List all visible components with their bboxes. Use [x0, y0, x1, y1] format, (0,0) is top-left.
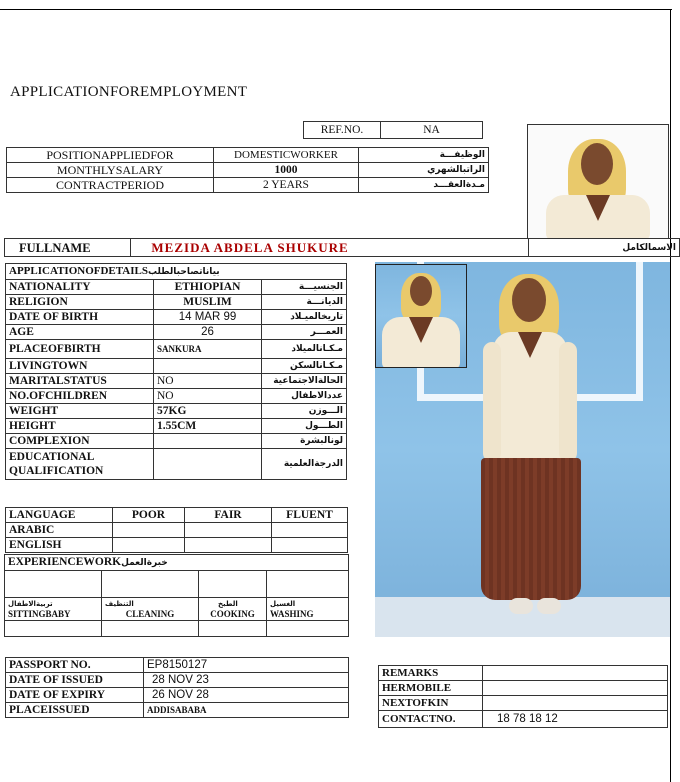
- language-cell: [272, 523, 348, 538]
- language-row-english: ENGLISH: [6, 538, 113, 553]
- detail-ar: الـــوزن: [262, 404, 347, 419]
- language-cell: [185, 538, 272, 553]
- detail-value: [154, 359, 262, 374]
- body-skirt: [481, 458, 581, 600]
- passport-value: ADDISABABA: [144, 703, 349, 718]
- language-header: LANGUAGE: [6, 508, 113, 523]
- experience-blank: [199, 571, 267, 598]
- small-vneck: [409, 317, 433, 343]
- details-header: [6, 264, 347, 280]
- language-cell: [113, 538, 185, 553]
- detail-ar: تاريخالميـلاد: [262, 310, 347, 325]
- position-ar: الوظيفـــة: [359, 148, 489, 163]
- language-cell: [272, 538, 348, 553]
- remarks-value: [483, 666, 668, 681]
- detail-ar: العمـــر: [262, 325, 347, 340]
- detail-ar: مـكـانالميلاد: [262, 340, 347, 359]
- detail-label: COMPLEXION: [6, 434, 154, 449]
- skill-en: WASHING: [270, 609, 314, 619]
- detail-label: MARITALSTATUS: [6, 374, 154, 389]
- skill-en: CLEANING: [125, 609, 175, 619]
- language-row-arabic: ARABIC: [6, 523, 113, 538]
- remarks-value: [483, 696, 668, 711]
- language-table: [5, 507, 348, 553]
- detail-value: 26: [154, 325, 262, 340]
- contract-label: CONTRACTPERIOD: [7, 178, 214, 193]
- fullname-ar: الاسمالكامل: [528, 239, 679, 257]
- language-cell: [185, 523, 272, 538]
- detail-value: ETHIOPIAN: [154, 280, 262, 295]
- detail-ar: عددالاطفال: [262, 389, 347, 404]
- detail-ar: الطـــول: [262, 419, 347, 434]
- detail-label: RELIGION: [6, 295, 154, 310]
- detail-value: SANKURA: [154, 340, 262, 359]
- form-title: APPLICATIONFOREMPLOYMENT: [10, 84, 248, 100]
- experience-blank: [267, 571, 349, 598]
- portrait-vneck: [586, 195, 610, 221]
- experience-blank: [102, 621, 199, 637]
- detail-label: PLACEOFBIRTH: [6, 340, 154, 359]
- position-label: POSITIONAPPLIEDFOR: [7, 148, 214, 163]
- experience-header: [5, 555, 349, 571]
- language-header-fair: FAIR: [185, 508, 272, 523]
- skill-cooking: [199, 598, 267, 621]
- language-header-poor: POOR: [113, 508, 185, 523]
- experience-blank: [5, 621, 102, 637]
- experience-table: [4, 554, 349, 637]
- detail-ar: لونالبشرة: [262, 434, 347, 449]
- detail-ar: الديانـــة: [262, 295, 347, 310]
- contract-ar: مـدةالعقـــد: [359, 178, 489, 193]
- detail-ar: الجنسيـــة: [262, 280, 347, 295]
- fullname-value: MEZIDA ABDELA SHUKURE: [131, 239, 528, 257]
- remarks-value: [483, 681, 668, 696]
- education-value: [154, 449, 262, 480]
- fullname-label: FULLNAME: [5, 239, 131, 257]
- remarks-value: 18 78 18 12: [483, 711, 668, 728]
- skill-ar: التنظيف: [105, 600, 134, 608]
- body-face: [512, 278, 546, 322]
- passport-value: 26 NOV 28: [144, 688, 349, 703]
- detail-value: NO: [154, 374, 262, 389]
- education-ar: الدرجةالعلمية: [262, 449, 347, 480]
- ref-value: NA: [381, 122, 483, 139]
- experience-blank: [102, 571, 199, 598]
- passport-label: DATE OF ISSUED: [6, 673, 144, 688]
- detail-label: DATE OF BIRTH: [6, 310, 154, 325]
- detail-ar: الحالةالاجتماعية: [262, 374, 347, 389]
- education-label-1: EDUCATIONAL: [9, 451, 95, 463]
- skill-cleaning: [102, 598, 199, 621]
- remarks-label: HERMOBILE: [379, 681, 483, 696]
- ref-table: [303, 121, 483, 139]
- details-header-en: APPLICATIONOFDETAILS: [9, 265, 148, 277]
- skill-babysitting: [5, 598, 102, 621]
- detail-label: WEIGHT: [6, 404, 154, 419]
- education-label: [6, 449, 154, 480]
- skill-washing: [267, 598, 349, 621]
- page-top-rule: [0, 9, 672, 10]
- detail-label: LIVINGTOWN: [6, 359, 154, 374]
- experience-blank: [199, 621, 267, 637]
- passport-table: [5, 657, 349, 718]
- fullname-table: [4, 238, 680, 257]
- passport-label: PASSPORT NO.: [6, 658, 144, 673]
- salary-label: MONTHLYSALARY: [7, 163, 214, 178]
- detail-value: 1.55CM: [154, 419, 262, 434]
- salary-value: 1000: [214, 163, 359, 178]
- skill-ar: الطبخ: [218, 600, 238, 608]
- language-cell: [113, 523, 185, 538]
- page-right-rule: [670, 9, 671, 782]
- detail-value: 14 MAR 99: [154, 310, 262, 325]
- body-vneck: [518, 332, 542, 358]
- skill-en: SITTINGBABY: [8, 609, 71, 619]
- detail-value: [154, 434, 262, 449]
- small-photo: [375, 264, 467, 368]
- details-table: [5, 263, 347, 480]
- detail-value: 57KG: [154, 404, 262, 419]
- detail-label: HEIGHT: [6, 419, 154, 434]
- experience-blank: [267, 621, 349, 637]
- passport-label: DATE OF EXPIRY: [6, 688, 144, 703]
- remarks-label: REMARKS: [379, 666, 483, 681]
- detail-value: NO: [154, 389, 262, 404]
- experience-label-ar: خبرةالعمل: [121, 558, 168, 568]
- experience-blank: [5, 571, 102, 598]
- detail-ar: مـكـانالسكن: [262, 359, 347, 374]
- remarks-label: NEXTOFKIN: [379, 696, 483, 711]
- detail-label: NO.OFCHILDREN: [6, 389, 154, 404]
- detail-value: MUSLIM: [154, 295, 262, 310]
- remarks-label: CONTACTNO.: [379, 711, 483, 728]
- detail-label: AGE: [6, 325, 154, 340]
- experience-label: EXPERIENCEWORK: [8, 556, 122, 568]
- portrait-photo: [527, 124, 669, 239]
- remarks-table: [378, 665, 668, 728]
- skill-en: COOKING: [210, 609, 255, 619]
- body-left-arm: [483, 342, 501, 462]
- body-left-shoe: [509, 598, 533, 614]
- skill-ar: الغسيل: [270, 600, 296, 608]
- language-header-fluent: FLUENT: [272, 508, 348, 523]
- salary-ar: الراتبالشهري: [359, 163, 489, 178]
- skill-ar: تربيةالاطفال: [8, 600, 53, 608]
- detail-label: NATIONALITY: [6, 280, 154, 295]
- body-right-shoe: [537, 598, 561, 614]
- details-header-ar: بياناتصاحبالطلب: [147, 267, 220, 277]
- passport-label: PLACEISSUED: [6, 703, 144, 718]
- position-table: [6, 147, 489, 193]
- ref-label: REF.NO.: [304, 122, 381, 139]
- small-face: [410, 276, 432, 306]
- position-value: DOMESTICWORKER: [214, 148, 359, 163]
- portrait-face: [581, 143, 613, 185]
- education-label-2: QUALIFICATION: [9, 465, 104, 477]
- passport-value: 28 NOV 23: [144, 673, 349, 688]
- passport-value: EP8150127: [144, 658, 349, 673]
- body-right-arm: [559, 342, 577, 462]
- contract-value: 2 YEARS: [214, 178, 359, 193]
